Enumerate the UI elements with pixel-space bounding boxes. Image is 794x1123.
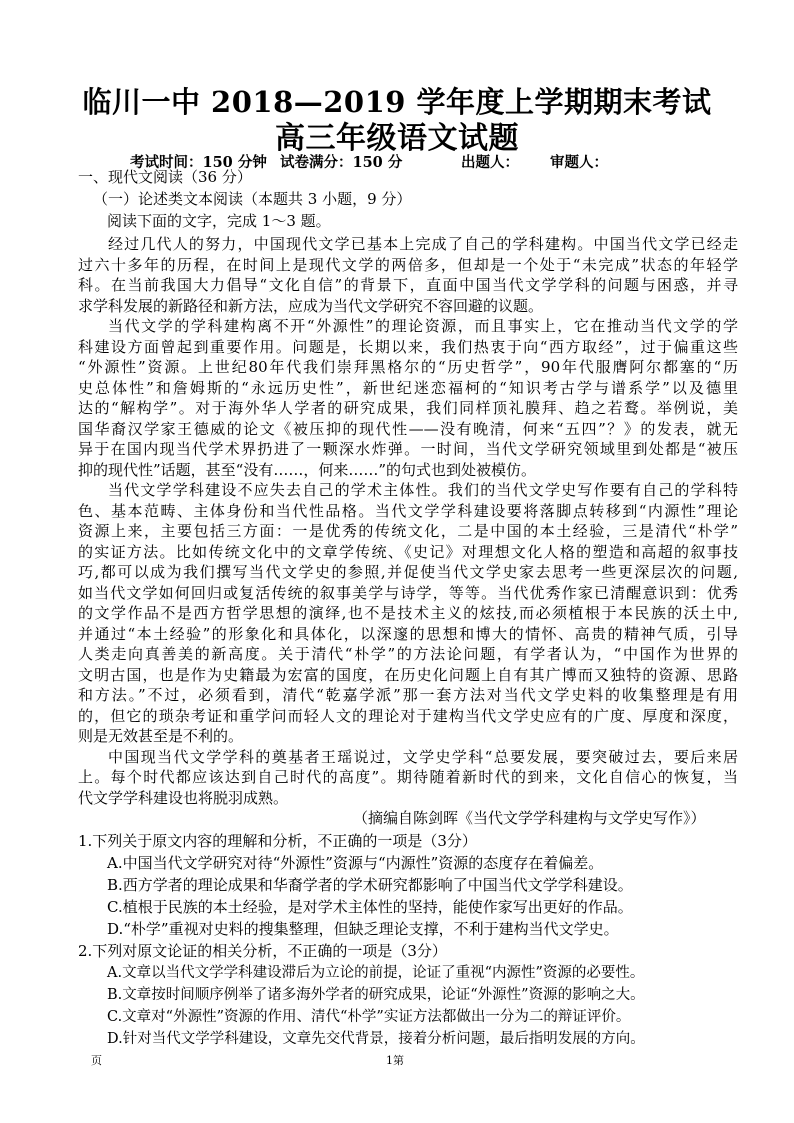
reviewer-label: 审题人： [550,154,608,171]
passage-line: 过六十多年的历程，在时间上是现代文学的两倍多，但却是一个处于“未完成”状态的年轻学 [78,255,738,274]
passage-line: 异于在国内现当代学术界扔进了一颗深水炸弹。一时间，当代文学研究领域里到处都是“被压 [78,440,738,458]
passage-line: 国华裔汉学家王德威的论文《被压抑的现代性——没有晚清，何来“五四”？》的发表，就无 [78,419,738,438]
passage-line: 科。在当前我国大力倡导“文化自信”的背景下，直面中国当代文学学科的问题与困惑，并寻 [78,276,738,294]
passage-line: “外源性”资源。上世纪80年代我们崇拜黑格尔的“历史哲学”，90年代服膺阿尔都塞的“历 [78,358,738,376]
footer-left: 页 [91,1054,102,1067]
passage-line: 则是无效甚至是不利的。 [78,727,244,745]
question-option: D.“朴学”重视对史料的搜集整理，但缺乏理论支撑，不利于建构当代文学史。 [107,919,619,938]
passage-line: 当代文学学科建设不应失去自己的学术主体性。我们的当代文学史写作要有自己的学科特 [108,481,738,499]
passage-line: 并通过“本土经验”的形象化和具体化，以深邃的思想和博大的情怀、高贵的精神气质，引导 [78,624,738,643]
passage-line: 经过几代人的努力，中国现代文学已基本上完成了自己的学科建构。中国当代文学已经走 [108,235,738,253]
exam-subtitle: 高三年级语文试题 [275,121,519,156]
full-score: 试卷满分：150 分 [280,154,403,171]
question-option: C.植根于民族的本土经验，是对学术主体性的坚持，能使作家写出更好的作品。 [107,897,633,916]
passage-line: 的，但它的琐杂考证和重学问而轻人文的理论对于建构当代文学史应有的广度、厚度和深度， [78,706,738,725]
exam-time: 考试时间：150 分钟 [130,154,267,171]
passage-line: 代文学学科建设也将脱羽成熟。 [78,788,289,807]
question-option: B.文章按时间顺序例举了诸多海外学者的研究成果，论证“外源性”资源的影响之大。 [107,986,645,1003]
question-option: C.文章对“外源性”资源的作用、清代“朴学”实证方法都做出一分为二的辩证评价。 [107,1008,631,1025]
sub-section-heading: （一）论述类文本阅读（本题共 3 小题，9 分） [93,190,412,208]
author-label: 出题人： [461,154,519,171]
passage-line: 中国现当代文学学科的奠基者王瑶说过，文学史学科“总要发展，要突破过去，要后来居 [108,747,738,766]
question-stem: 2.下列对原文论证的相关分析，不正确的一项是（3分） [78,941,447,960]
reading-instruction: 阅读下面的文字，完成 1～3 题。 [107,212,331,230]
passage-source: （摘编自陈剑晖《当代文学学科建构与文学史写作》） [353,809,706,827]
passage-line: 文明古国，也是作为史籍最为宏富的国度，在历史化问题上自有其广博而又独特的资源、思路 [78,665,738,684]
passage-line: 色、基本范畴、主体身份和当代性品格。当代文学学科建设要将落脚点转移到“内源性”理论 [78,501,738,520]
section-heading: 一、现代文阅读（36 分） [78,168,252,186]
passage-line: 史总体性”和詹姆斯的“永远历史性”，新世纪迷恋福柯的“知识考古学与谱系学”以及德里 [78,378,738,397]
exam-title: 临川一中 2018—2019 学年度上学期期末考试 [82,85,712,119]
question-option: D.针对当代文学学科建设，文章先交代背景，接着分析问题，最后指明发展的方向。 [107,1030,645,1047]
passage-line: 人类走向真善美的新高度。关于清代“朴学”的方法论问题，有学者认为，“中国作为世界的 [78,645,738,663]
question-option: A.中国当代文学研究对待“外源性”资源与“内源性”资源的态度存在着偏差。 [107,853,604,872]
passage-line: 科建设方面曾起到重要作用。问题是，长期以来，我们热衷于向“西方取经”，过于偏重这些 [78,337,738,356]
passage-line: 如当代文学如何回归或复活传统的叙事美学与诗学，等等。当代优秀作家已清醒意识到：优秀 [78,583,738,602]
passage-line: 的文学作品不是西方哲学思想的演绎,也不是技术主义的炫技,而必须植根于本民族的沃土中, [78,604,738,622]
passage-line: 和方法。”不过，必须看到，清代“乾嘉学派”那一套方法对当代文学史料的收集整理是有用 [78,686,738,704]
passage-line: 达的“解构学”。对于海外华人学者的研究成果，我们同样顶礼膜拜、趋之若鹜。举例说，美 [78,399,738,417]
footer-center: 1第 [386,1054,404,1067]
question-option: B.西方学者的理论成果和华裔学者的学术研究都影响了中国当代文学学科建设。 [107,875,633,894]
passage-line: 当代文学的学科建构离不开“外源性”的理论资源，而且事实上，它在推动当代文学的学 [108,317,738,335]
question-option: A.文章以当代文学学科建设滞后为立论的前提，论证了重视“内源性”资源的必要性。 [107,964,645,981]
passage-line: 上。每个时代都应该达到自己时代的高度”。期待随着新时代的到来，文化自信心的恢复，当 [78,768,738,786]
passage-line: 资源上来，主要包括三方面：一是优秀的传统文化，二是中国的本土经验，三是清代“朴学” [78,522,738,540]
passage-line: 的实证方法。比如传统文化中的文章学传统、《史记》对理想文化人格的塑造和高超的叙事技 [78,542,738,561]
passage-line: 巧,都可以成为我们撰写当代文学史的参照,并促使当代文学史家去思考一些更深层次的问题, [78,563,738,581]
passage-line: 抑的现代性”话题，甚至“没有……，何来……”的句式也到处被模仿。 [78,460,537,479]
passage-line: 求学科发展的新路径和新方法，应成为当代文学研究不容回避的议题。 [78,296,544,315]
question-stem: 1.下列关于原文内容的理解和分析，不正确的一项是（3分） [78,831,477,850]
